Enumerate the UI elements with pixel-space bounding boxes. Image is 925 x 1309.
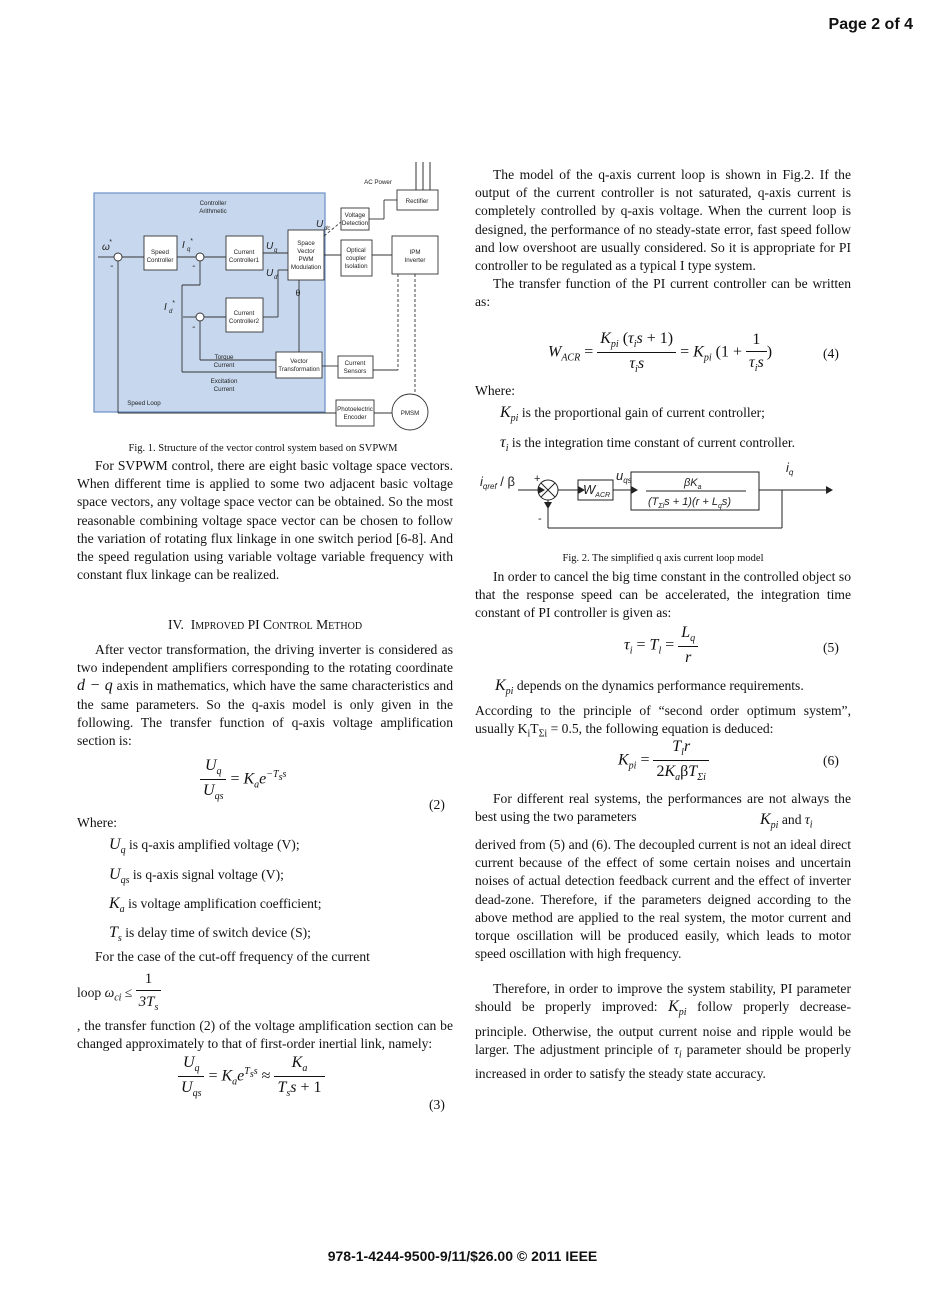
encoder-block — [336, 400, 374, 426]
paragraph: For SVPWM control, there are eight basic voltage space vectors. When different time is applied to some two adjacent basic voltage space vectors, any voltage space vector can be obtained. So the most reasonable combining voltage space vector can be chosen to follow the variation of rotating flux linkage in one switch period [6-8]. And the speed regulation using variable voltage variable frequency with constant flux linkage can be realized. — [77, 458, 453, 583]
vector-transformation-block — [276, 352, 322, 378]
paragraph: Therefore, in order to improve the system stability, PI parameter should be properly improved: $K_{pi}$ follow properly decrease-principle. Otherwise, the output current noise and ripple would be larger. The adjustment principle of $\tau_i$ parameter should be properly increased in order to satisfy the steady state accuracy. — [475, 981, 851, 1081]
left-column-2 — [77, 641, 453, 750]
equation-6: $K_{pi}$ = $\frac{T_lr}{2K_a\beta T_{\Sigma i}}$ — [618, 738, 709, 783]
paragraph: In order to cancel the big time constant in the controlled object so that the response speed can be accelerated, the integration time constant of PI controller is given as: — [475, 569, 851, 621]
svg-text:*: * — [172, 300, 175, 307]
svg-text:-: - — [192, 322, 196, 333]
svg-text:Current: Current — [233, 310, 255, 317]
section-heading: IV. Improved PI Control Method — [167, 617, 363, 632]
svg-text:*: * — [109, 239, 112, 246]
svg-text:U: U — [266, 268, 274, 279]
svg-text:-: - — [192, 261, 196, 272]
svg-text:Speed: Speed — [151, 249, 169, 256]
svg-text:Current: Current — [213, 386, 235, 393]
svg-text:I: I — [164, 302, 167, 313]
right-column — [475, 166, 851, 312]
figure-1-caption: Fig. 1. Structure of the vector control system based on SVPWM — [128, 443, 398, 454]
svg-text:Current: Current — [213, 362, 235, 369]
paragraph: After vector transformation, the driving inverter is considered as two independent amplifiers corresponding to the rotating coordinate d − q axis in mathematics, which have the same characteristics and the same parameters. So the q-axis model is only given in the following. The transfer function of q-axis voltage amplification section is: — [77, 642, 454, 749]
fig1-ac-power: AC Power — [364, 179, 392, 186]
svg-text:Photoelectric: Photoelectric — [337, 406, 373, 413]
where-label: Where: — [475, 383, 515, 398]
paragraph: The transfer function of the PI current controller can be written as: — [475, 276, 851, 310]
paragraph-loop: loop $\omega_{ci}$ ≤ $\frac{1}{3T_s}$ — [77, 970, 453, 1017]
page-number: Page 2 of 4 — [828, 16, 913, 33]
paragraph: For the case of the cut-off frequency of the current — [95, 949, 370, 964]
equation-2: $\frac{U_q}{U_{qs}}$ = $K_ae^{-T_ss}$ — [200, 757, 286, 802]
svg-text:Optical: Optical — [346, 247, 366, 254]
svg-text:Vector: Vector — [297, 248, 315, 255]
svg-text:IPM: IPM — [409, 249, 421, 256]
equation-5: $\tau_i = T_l$ = $\frac{L_q}{r}$ — [624, 624, 698, 667]
svg-text:PWM: PWM — [298, 256, 314, 263]
definition-ts: $T_s$ is delay time of switch device (S); — [109, 924, 311, 945]
svg-text:dc: dc — [324, 226, 331, 232]
svg-text:Modulation: Modulation — [290, 264, 322, 271]
svg-text:*: * — [190, 238, 193, 245]
svg-text:Controller1: Controller1 — [228, 257, 260, 264]
svg-text:Sensors: Sensors — [343, 368, 367, 375]
paragraph-kpi-dynamics: $K_{pi}$ depends on the dynamics performance requirements. — [495, 677, 804, 698]
svg-text:Controller: Controller — [199, 200, 227, 207]
svg-text:Inverter: Inverter — [404, 257, 426, 264]
equation-4: $W_{ACR}$ = $\frac{K_{pi} (\tau_is + 1)}{\tau_is}$ = $K_{pi}$ (1 + $\frac{1}{\tau_is}$ ) — [548, 330, 773, 376]
svg-text:Voltage: Voltage — [344, 212, 366, 219]
paragraph: , the transfer function (2) of the voltage amplification section can be changed approximately to that of first-order inertial link, namely: — [77, 1018, 453, 1052]
svg-text:Arithmetic: Arithmetic — [199, 208, 227, 215]
svpwm-block — [288, 230, 324, 280]
svg-text:Vector: Vector — [290, 358, 308, 365]
svg-text:Speed Loop: Speed Loop — [127, 400, 161, 407]
svg-text:d: d — [169, 309, 173, 315]
svg-text:-: - — [110, 261, 114, 272]
svg-text:(TΣis + 1)(r + Lqs): $(T_{\Sigma i}s + 1)(r + L_qs)$ — [648, 496, 732, 510]
figure-2-caption: Fig. 2. The simplified q axis current loop model — [562, 553, 764, 564]
svg-text:uqs: $u_{qs}$ — [616, 468, 632, 485]
definition-uqs: $U_{qs}$ is q-axis signal voltage (V); — [109, 866, 284, 887]
equation-3: $\frac{U_q}{U_{qs}}$ = $K_ae^{T_ss}$ ≈ $\frac{K_a}{T_ss + 1}$ — [178, 1054, 325, 1099]
svg-text:Current: Current — [344, 360, 366, 367]
svg-text:θ: θ — [295, 288, 301, 298]
svg-text:Controller: Controller — [146, 257, 174, 264]
svg-text:PMSM: PMSM — [400, 410, 420, 417]
svg-text:Detection: Detection — [341, 220, 369, 227]
paragraph-params: $K_{pi}$ and $\tau_i$ — [760, 811, 813, 832]
svg-text:βKa: $\beta K_a$ — [684, 477, 702, 491]
svg-text:Space: Space — [297, 240, 315, 247]
equation-6-number: (6) — [823, 753, 839, 768]
svg-text:U: U — [316, 219, 324, 230]
equation-5-number: (5) — [823, 640, 839, 655]
controller-arithmetic-region — [94, 193, 325, 412]
paragraph: The model of the q-axis current loop is shown in Fig.2. If the output of the current controller is not saturated, q-axis current is completely controlled by q-axis voltage. When the current loop is designed, the performance of no steady-state error, fast speed follow and low overshoot are usually considered. So it is appropriate for PI controller to be regulated as a typical I type system. — [475, 167, 851, 274]
where-label: Where: — [77, 815, 117, 830]
footer-copyright: 978-1-4244-9500-9/11/$26.00 © 2011 IEEE — [327, 1248, 598, 1264]
svg-text:Current: Current — [233, 249, 255, 256]
svg-text:iqref / β: $i_{qref}$ / β — [480, 474, 516, 491]
svg-text:Torque: Torque — [214, 354, 234, 361]
paragraph: According to the principle of “second order optimum system”, usually $K_iT_{\Sigma i} = 0.5$, the following equation is deduced: — [475, 703, 851, 740]
svg-text:Encoder: Encoder — [343, 414, 367, 421]
svg-text:q: q — [187, 247, 191, 253]
equation-2-number: (2) — [429, 797, 445, 812]
svg-text:Transformation: Transformation — [278, 366, 320, 373]
definition-kpi: $K_{pi}$ is the proportional gain of current controller; — [500, 404, 765, 425]
svg-text:d: d — [274, 275, 278, 281]
paragraph: derived from (5) and (6). The decoupled current is not an ideal direct current because of the effect of some certain noises and uncertain noises of actual detection feedback current and the effect of inverter dead-zone. Therefore, if the parameters deigned according to the above method are applied to the real system, the motor current and torque oscillation will be produced easily, which leads to motor speed oscillation with high frequency. — [475, 837, 851, 962]
definition-uq: $U_q$ is q-axis amplified voltage (V); — [109, 836, 300, 857]
svg-text:coupler: coupler — [345, 255, 367, 262]
svg-text:ω: ω — [102, 242, 110, 253]
svg-text:Isolation: Isolation — [344, 263, 368, 270]
definition-taui: $\tau_i$ is the integration time constant of current controller. — [500, 434, 796, 455]
svg-text:Excitation: Excitation — [210, 378, 238, 385]
definition-ka: $K_a$ is voltage amplification coefficient; — [109, 895, 322, 916]
left-column — [77, 457, 453, 584]
svg-text:WACR: $W_{ACR}$ — [583, 482, 611, 499]
svg-text:iq: $i_q$ — [786, 460, 794, 477]
svg-text:-: - — [538, 513, 542, 525]
svg-text:I: I — [182, 240, 185, 251]
equation-4-number: (4) — [823, 346, 839, 361]
figure-2-diagram — [476, 458, 852, 552]
svg-text:Controller2: Controller2 — [228, 318, 260, 325]
svg-text:Rectifier: Rectifier — [405, 198, 429, 205]
paragraph: For different real systems, the performances are not always the best using the two parameters — [475, 791, 851, 825]
svg-text:+: + — [534, 473, 541, 485]
svg-text:U: U — [266, 241, 274, 252]
equation-3-number: (3) — [429, 1097, 445, 1112]
svg-text:q: q — [274, 248, 278, 254]
figure-1-diagram — [88, 160, 448, 440]
